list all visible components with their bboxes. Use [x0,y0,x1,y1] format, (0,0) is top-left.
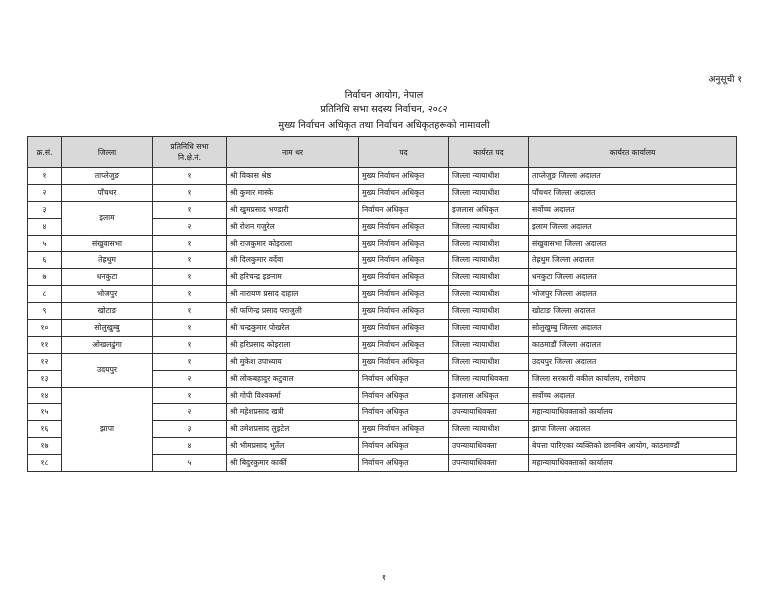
cell-district: ओखलढुंगा [62,336,153,353]
cell-sn: १७ [28,438,62,455]
cell-post: जिल्ला न्यायाधीश [449,218,529,235]
cell-role: निर्वाचन अधिकृत [359,438,449,455]
cell-district: भोजपुर [62,286,153,303]
cell-constituency: १ [153,184,227,201]
cell-constituency: १ [153,320,227,337]
cell-name: श्री बिदुरकुमार कार्की [227,455,359,472]
cell-name: श्री खुमप्रसाद भण्डारी [227,201,359,218]
cell-office: खोटाङ जिल्ला अदालत [529,303,737,320]
annex-label: अनुसूची १ [708,75,742,85]
col-header-constituency-line2: नि.क्षे.नं. [177,153,202,162]
col-header-district: जिल्ला [62,137,153,168]
cell-sn: ७ [28,269,62,286]
cell-role: मुख्य निर्वाचन अधिकृत [359,252,449,269]
header-election: प्रतिनिधि सभा सदस्य निर्वाचन, २०८२ [320,104,448,115]
officer-table [27,136,737,472]
table-row [28,303,737,320]
cell-constituency: ३ [153,421,227,438]
cell-office: पाँचथर जिल्ला अदालत [529,184,737,201]
cell-role: मुख्य निर्वाचन अधिकृत [359,269,449,286]
cell-post: जिल्ला न्यायाधीश [449,336,529,353]
cell-sn: ३ [28,201,62,218]
cell-constituency: २ [153,218,227,235]
cell-name: श्री महेशप्रसाद खत्री [227,404,359,421]
cell-post: उपन्यायाधिवक्ता [449,455,529,472]
cell-office: तेह्रथुम जिल्ला अदालत [529,252,737,269]
cell-office: काठमाडौं जिल्ला अदालत [529,336,737,353]
cell-sn: १० [28,320,62,337]
cell-post: उपन्यायाधिवक्ता [449,438,529,455]
cell-role: मुख्य निर्वाचन अधिकृत [359,184,449,201]
cell-role: निर्वाचन अधिकृत [359,387,449,404]
cell-sn: १८ [28,455,62,472]
col-header-constituency-line1: प्रतिनिधि सभा [170,142,209,151]
table-row [28,201,737,218]
cell-constituency: १ [153,336,227,353]
table-row [28,353,737,370]
cell-post: जिल्ला न्यायाधीश [449,252,529,269]
table-row [28,235,737,252]
cell-district: तेह्रथुम [62,252,153,269]
cell-role: मुख्य निर्वाचन अधिकृत [359,353,449,370]
cell-office: उदयपुर जिल्ला अदालत [529,353,737,370]
cell-post: जिल्ला न्यायाधीश [449,168,529,185]
cell-office: संखुवासभा जिल्ला अदालत [529,235,737,252]
header-list-title: मुख्य निर्वाचन अधिकृत तथा निर्वाचन अधिकृतहरूको नामावली [278,120,490,131]
table-row [28,184,737,201]
cell-role: मुख्य निर्वाचन अधिकृत [359,235,449,252]
cell-role: मुख्य निर्वाचन अधिकृत [359,218,449,235]
cell-name: श्री लोकबहादुर कटुवाल [227,370,359,387]
cell-post: इजलास अधिकृत [449,201,529,218]
col-header-sn: क्र.सं. [28,137,62,168]
cell-name: श्री विकास श्रेष्ठ [227,168,359,185]
cell-district: सोलुखुम्बु [62,320,153,337]
table-row [28,252,737,269]
cell-name: श्री दिलकुमार वर्देवा [227,252,359,269]
col-header-name: नाम थर [227,137,359,168]
col-header-constituency [153,137,227,168]
cell-role: मुख्य निर्वाचन अधिकृत [359,168,449,185]
cell-role: निर्वाचन अधिकृत [359,370,449,387]
cell-constituency: २ [153,370,227,387]
cell-constituency: १ [153,353,227,370]
cell-role: मुख्य निर्वाचन अधिकृत [359,320,449,337]
col-header-role: पद [359,137,449,168]
cell-sn: ६ [28,252,62,269]
table-header-row [28,137,737,168]
cell-post: जिल्ला न्यायाधीश [449,286,529,303]
cell-office: भोजपुर जिल्ला अदालत [529,286,737,303]
cell-post: जिल्ला न्यायाधीश [449,421,529,438]
cell-sn: २ [28,184,62,201]
cell-role: निर्वाचन अधिकृत [359,404,449,421]
cell-name: श्री नारायण प्रसाद दाहाल [227,286,359,303]
cell-office: बेपत्ता पारिएका व्यक्तिको छानबिन आयोग, काठमाण्डौं [529,438,737,455]
table-row [28,168,737,185]
cell-office: सर्वोच्च अदालत [529,387,737,404]
cell-name: श्री मुकेश उपाध्याय [227,353,359,370]
cell-post: उपन्यायाधिवक्ता [449,404,529,421]
cell-post: जिल्ला न्यायाधिवक्ता [449,370,529,387]
cell-office: धनकुटा जिल्ला अदालत [529,269,737,286]
cell-sn: ४ [28,218,62,235]
table-row [28,286,737,303]
cell-role: मुख्य निर्वाचन अधिकृत [359,286,449,303]
cell-office: सर्वोच्च अदालत [529,201,737,218]
cell-office: इलाम जिल्ला अदालत [529,218,737,235]
cell-name: श्री चन्द्रकुमार पोखरेल [227,320,359,337]
cell-name: श्री गोपी विश्वकर्मा [227,387,359,404]
cell-constituency: १ [153,286,227,303]
cell-constituency: १ [153,235,227,252]
cell-sn: १५ [28,404,62,421]
cell-office: ताप्लेजुङ जिल्ला अदालत [529,168,737,185]
cell-constituency: १ [153,269,227,286]
cell-district: इलाम [62,201,153,235]
cell-district: खोटाङ [62,303,153,320]
cell-sn: ११ [28,336,62,353]
cell-constituency: १ [153,201,227,218]
cell-office: झापा जिल्ला अदालत [529,421,737,438]
table-row [28,387,737,404]
cell-sn: १ [28,168,62,185]
cell-role: मुख्य निर्वाचन अधिकृत [359,421,449,438]
cell-office: सोलुखुम्बु जिल्ला अदालत [529,320,737,337]
cell-post: जिल्ला न्यायाधीश [449,269,529,286]
cell-constituency: ५ [153,455,227,472]
cell-constituency: १ [153,252,227,269]
cell-constituency: १ [153,168,227,185]
cell-role: मुख्य निर्वाचन अधिकृत [359,303,449,320]
cell-name: श्री फणिन्द्र प्रसाद पराजुली [227,303,359,320]
col-header-office: कार्यरत कार्यालय [529,137,737,168]
cell-office: महान्यायाधिवक्ताको कार्यालय [529,455,737,472]
cell-post: जिल्ला न्यायाधीश [449,235,529,252]
cell-district: ताप्लेजुङ [62,168,153,185]
cell-name: श्री कुमार मास्के [227,184,359,201]
cell-role: मुख्य निर्वाचन अधिकृत [359,336,449,353]
table-row [28,269,737,286]
cell-post: इजलास अधिकृत [449,387,529,404]
cell-district: झापा [62,387,153,471]
cell-name: श्री रोशन गजुरेल [227,218,359,235]
page-number: १ [381,573,387,582]
cell-post: जिल्ला न्यायाधीश [449,184,529,201]
cell-sn: ५ [28,235,62,252]
cell-role: निर्वाचन अधिकृत [359,201,449,218]
cell-name: श्री उमेशप्रसाद लुइटेल [227,421,359,438]
header-organization: निर्वाचन आयोग, नेपाल [344,90,424,101]
cell-post: जिल्ला न्यायाधीश [449,353,529,370]
table-row [28,336,737,353]
cell-role: निर्वाचन अधिकृत [359,455,449,472]
cell-sn: ९ [28,303,62,320]
cell-district: संखुवासभा [62,235,153,252]
cell-post: जिल्ला न्यायाधीश [449,303,529,320]
cell-district: उदयपुर [62,353,153,387]
cell-district: धनकुटा [62,269,153,286]
cell-name: श्री हरिचन्द्र इङनाम [227,269,359,286]
cell-constituency: ४ [153,438,227,455]
cell-sn: १२ [28,353,62,370]
cell-sn: १४ [28,387,62,404]
cell-name: श्री राजकुमार कोइराला [227,235,359,252]
cell-constituency: १ [153,303,227,320]
cell-name: श्री हरिप्रसाद कोइराला [227,336,359,353]
cell-office: जिल्ला सरकारी वकील कार्यालय, रामेछाप [529,370,737,387]
cell-constituency: २ [153,404,227,421]
col-header-post: कार्यरत पद [449,137,529,168]
table-row [28,320,737,337]
cell-post: जिल्ला न्यायाधीश [449,320,529,337]
cell-name: श्री भीमप्रसाद भुर्तेल [227,438,359,455]
cell-constituency: १ [153,387,227,404]
cell-sn: १६ [28,421,62,438]
cell-sn: १३ [28,370,62,387]
cell-office: महान्यायाधिवक्ताको कार्यालय [529,404,737,421]
cell-district: पाँचथर [62,184,153,201]
cell-sn: ८ [28,286,62,303]
